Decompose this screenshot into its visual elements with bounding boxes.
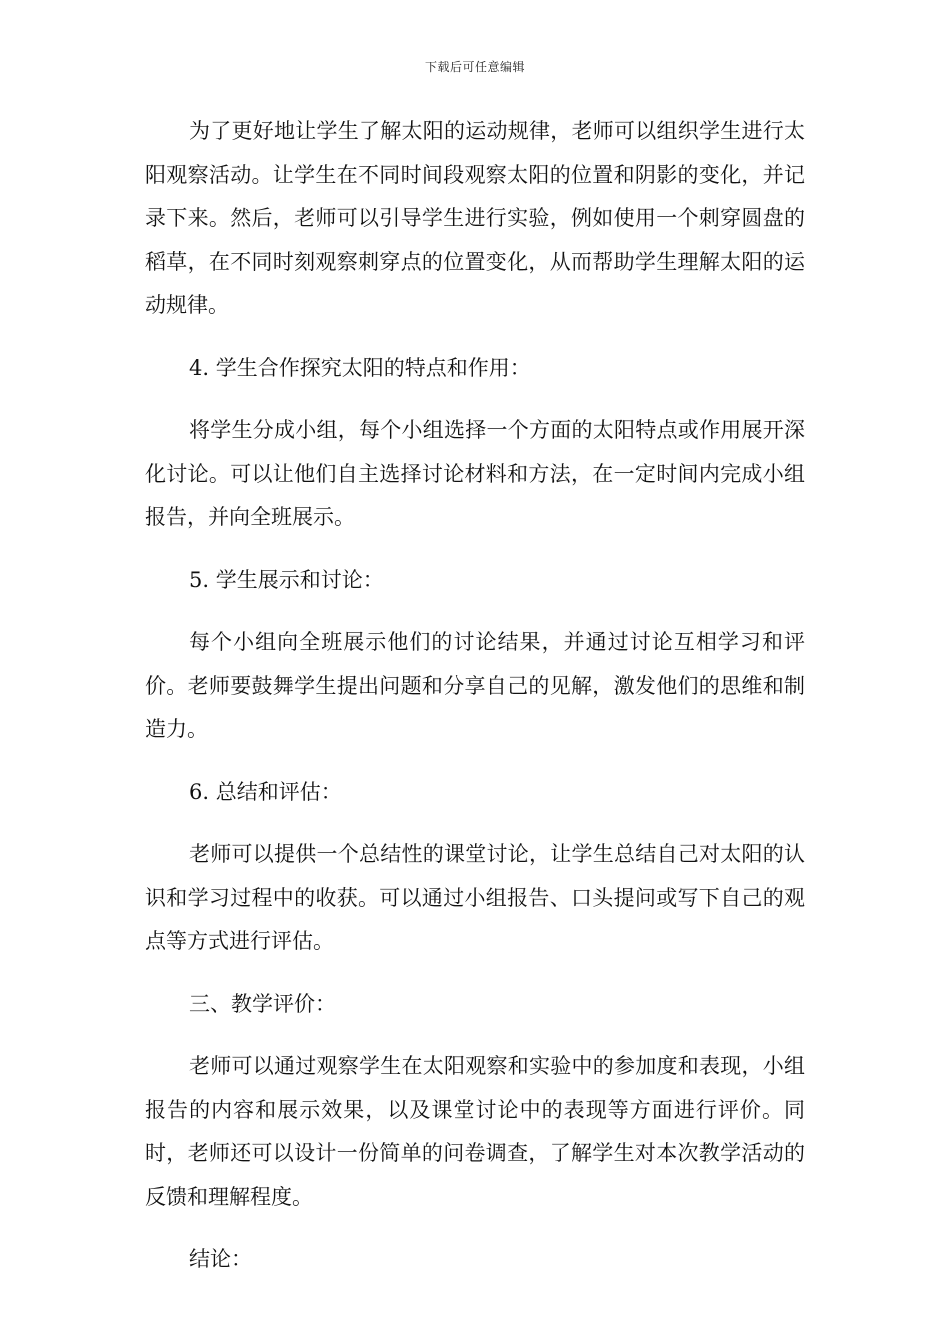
document-body xyxy=(145,110,805,1301)
paragraph-presentation: 每个小组向全班展示他们的讨论结果，并通过讨论互相学习和评价。老师要鼓舞学生提出问题和分享自己的见解，激发他们的思维和制造力。 xyxy=(145,630,805,741)
paragraph-summary: 老师可以提供一个总结性的课堂讨论，让学生总结自己对太阳的认识和学习过程中的收获。可以通过小组报告、口头提问或写下自己的观点等方式进行评估。 xyxy=(145,842,805,953)
paragraph-evaluation: 老师可以通过观察学生在太阳观察和实验中的参加度和表现，小组报告的内容和展示效果，以及课堂讨论中的表现等方面进行评价。同时，老师还可以设计一份简单的问卷调查，了解学生对本次教学活动的反馈和理解程度。 xyxy=(145,1054,805,1209)
heading-item-5: 5. 学生展示和讨论： xyxy=(189,567,384,592)
heading-conclusion: 结论： xyxy=(189,1247,252,1271)
heading-teaching-evaluation: 三、教学评价： xyxy=(189,991,336,1016)
paragraph-group-inquiry: 将学生分成小组，每个小组选择一个方面的太阳特点或作用展开深化讨论。可以让他们自主选择讨论材料和方法，在一定时间内完成小组报告，并向全班展示。 xyxy=(145,418,805,529)
paragraph-sun-observation: 为了更好地让学生了解太阳的运动规律，老师可以组织学生进行太阳观察活动。让学生在不同时间段观察太阳的位置和阴影的变化，并记录下来。然后，老师可以引导学生进行实验，例如使用一个刺穿圆盘的稻草，在不同时刻观察刺穿点的位置变化，从而帮助学生理解太阳的运动规律。 xyxy=(145,119,805,317)
header-note: 下载后可任意编辑 xyxy=(424,60,525,74)
heading-item-6: 6. 总结和评估： xyxy=(189,779,342,804)
heading-item-4: 4. 学生合作探究太阳的特点和作用： xyxy=(189,355,531,380)
